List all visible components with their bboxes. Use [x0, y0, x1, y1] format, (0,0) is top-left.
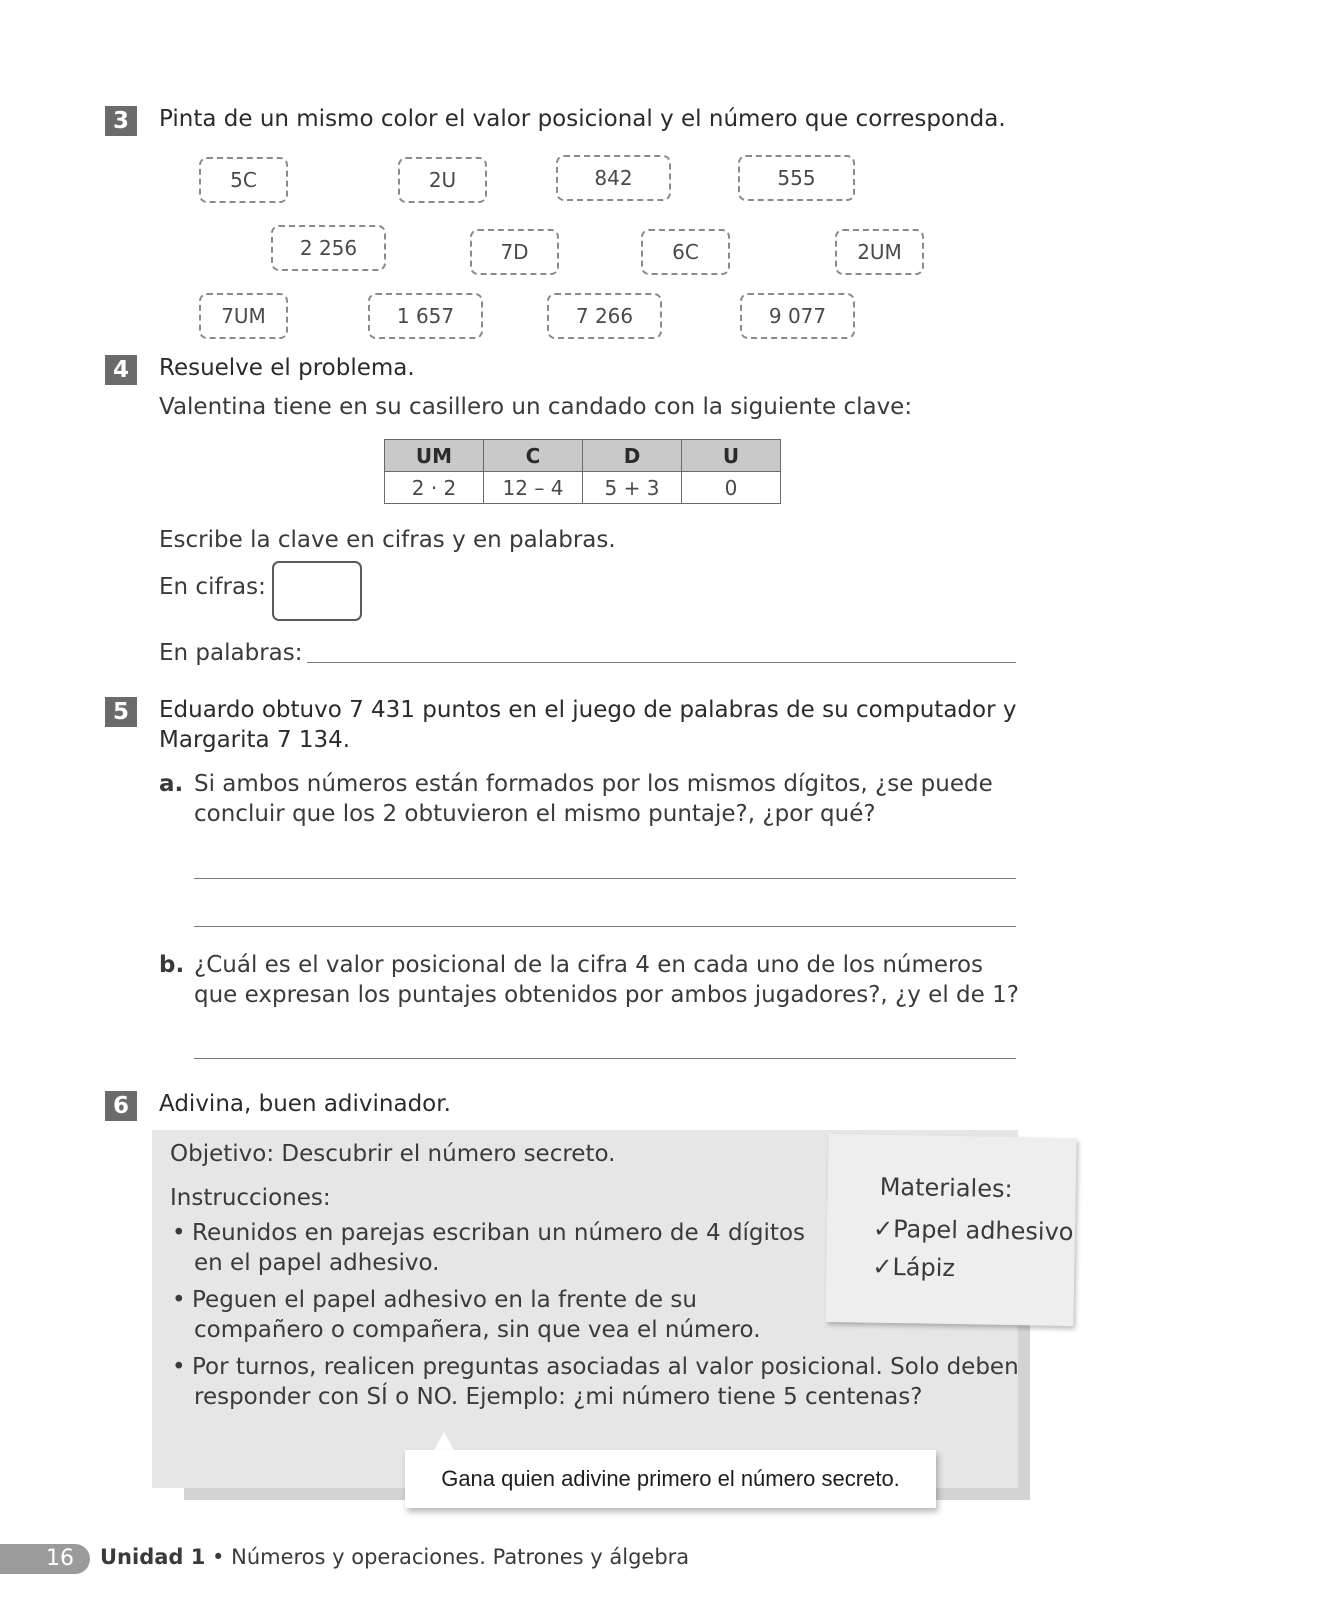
- problem-intro: Valentina tiene en su casillero un candado con la siguiente clave:: [159, 394, 913, 420]
- number-box[interactable]: 2 256: [271, 225, 386, 271]
- palabras-answer-line[interactable]: [307, 662, 1016, 663]
- number-box[interactable]: 842: [556, 155, 671, 201]
- exercise-number-3: 3: [105, 106, 137, 136]
- objetivo-text: Descubrir el número secreto.: [274, 1141, 616, 1167]
- instruction-bullet-2-line1: Peguen el papel adhesivo en la frente de su: [192, 1287, 697, 1313]
- page-number: 16: [46, 1546, 74, 1571]
- callout-tail: [434, 1432, 454, 1450]
- bullet-dot: •: [172, 1287, 186, 1313]
- number-box[interactable]: 555: [738, 155, 855, 201]
- objetivo-label: Objetivo:: [170, 1141, 275, 1167]
- instruction-bullet-1-line1: Reunidos en parejas escriban un número de 4 dígitos: [192, 1220, 805, 1246]
- place-value-box[interactable]: 2UM: [835, 229, 924, 275]
- table-header: U: [682, 440, 781, 472]
- table-header: C: [484, 440, 583, 472]
- lock-code-table: [384, 439, 781, 504]
- materials-sticky-note: [825, 1134, 1076, 1326]
- item-b-line1: ¿Cuál es el valor posicional de la cifra 4 en cada uno de los números: [194, 952, 984, 978]
- exercise-number-5: 5: [105, 697, 137, 727]
- bullet-dot: •: [172, 1354, 186, 1380]
- table-header: UM: [385, 440, 484, 472]
- table-cell: 2 · 2: [385, 472, 484, 504]
- instruction-bullet-3-line2: responder con SÍ o NO. Ejemplo: ¿mi número tiene 5 centenas?: [194, 1384, 923, 1410]
- exercise-number-6: 6: [105, 1091, 137, 1121]
- check-icon: ✓: [872, 1252, 893, 1281]
- answer-line[interactable]: [194, 1058, 1016, 1059]
- table-cell: 0: [682, 472, 781, 504]
- material-item: ✓Papel adhesivo: [872, 1214, 1074, 1247]
- exercise-3-title: Pinta de un mismo color el valor posicional y el número que corresponda.: [159, 106, 1006, 132]
- exercise-number-4: 4: [105, 355, 137, 385]
- item-b-label: b.: [159, 952, 185, 978]
- unit-subtitle: Números y operaciones. Patrones y álgebra: [231, 1545, 690, 1569]
- exercise-5-line1: Eduardo obtuvo 7 431 puntos en el juego de palabras de su computador y: [159, 697, 1017, 723]
- table-cell: 5 + 3: [583, 472, 682, 504]
- number-box[interactable]: 1 657: [368, 293, 483, 339]
- exercise-5-line2: Margarita 7 134.: [159, 727, 351, 753]
- table-cell: 12 – 4: [484, 472, 583, 504]
- place-value-box[interactable]: 2U: [398, 157, 487, 203]
- material-item: ✓Lápiz: [872, 1252, 956, 1283]
- number-box[interactable]: 9 077: [740, 293, 855, 339]
- place-value-box[interactable]: 6C: [641, 229, 730, 275]
- footer-unit-line: [100, 1545, 689, 1569]
- answer-line[interactable]: [194, 878, 1016, 879]
- place-value-box[interactable]: 7UM: [199, 293, 288, 339]
- instrucciones-label: Instrucciones:: [170, 1185, 331, 1211]
- table-header: D: [583, 440, 682, 472]
- instruction-text: Escribe la clave en cifras y en palabras.: [159, 527, 616, 553]
- exercise-6-title: Adivina, buen adivinador.: [159, 1091, 451, 1117]
- bullet-dot: •: [172, 1220, 186, 1246]
- item-a-label: a.: [159, 771, 184, 797]
- callout-text: Gana quien adivine primero el número secreto.: [441, 1466, 900, 1491]
- materiales-label: Materiales:: [879, 1172, 1013, 1204]
- instruction-bullet-3-line1: Por turnos, realicen preguntas asociadas al valor posicional. Solo deben: [192, 1354, 1019, 1380]
- instruction-bullet-1-line2: en el papel adhesivo.: [194, 1250, 440, 1276]
- page-number-badge: [0, 1544, 90, 1574]
- exercise-4-title: Resuelve el problema.: [159, 355, 415, 381]
- footer-bullet: •: [205, 1545, 232, 1569]
- winner-callout: [405, 1450, 936, 1508]
- number-box[interactable]: 7 266: [547, 293, 662, 339]
- objetivo-line: [170, 1141, 615, 1167]
- place-value-box[interactable]: 7D: [470, 229, 559, 275]
- palabras-label: En palabras:: [159, 640, 303, 666]
- item-a-line2: concluir que los 2 obtuvieron el mismo puntaje?, ¿por qué?: [194, 801, 876, 827]
- place-value-box[interactable]: 5C: [199, 157, 288, 203]
- check-icon: ✓: [872, 1214, 894, 1243]
- cifras-label: En cifras:: [159, 574, 266, 600]
- answer-line[interactable]: [194, 926, 1016, 927]
- instruction-bullet-2-line2: compañero o compañera, sin que vea el número.: [194, 1317, 761, 1343]
- item-b-line2: que expresan los puntajes obtenidos por ambos jugadores?, ¿y el de 1?: [194, 982, 1019, 1008]
- cifras-answer-box[interactable]: [272, 561, 362, 621]
- unit-label: Unidad 1: [100, 1545, 206, 1569]
- item-a-line1: Si ambos números están formados por los mismos dígitos, ¿se puede: [194, 771, 993, 797]
